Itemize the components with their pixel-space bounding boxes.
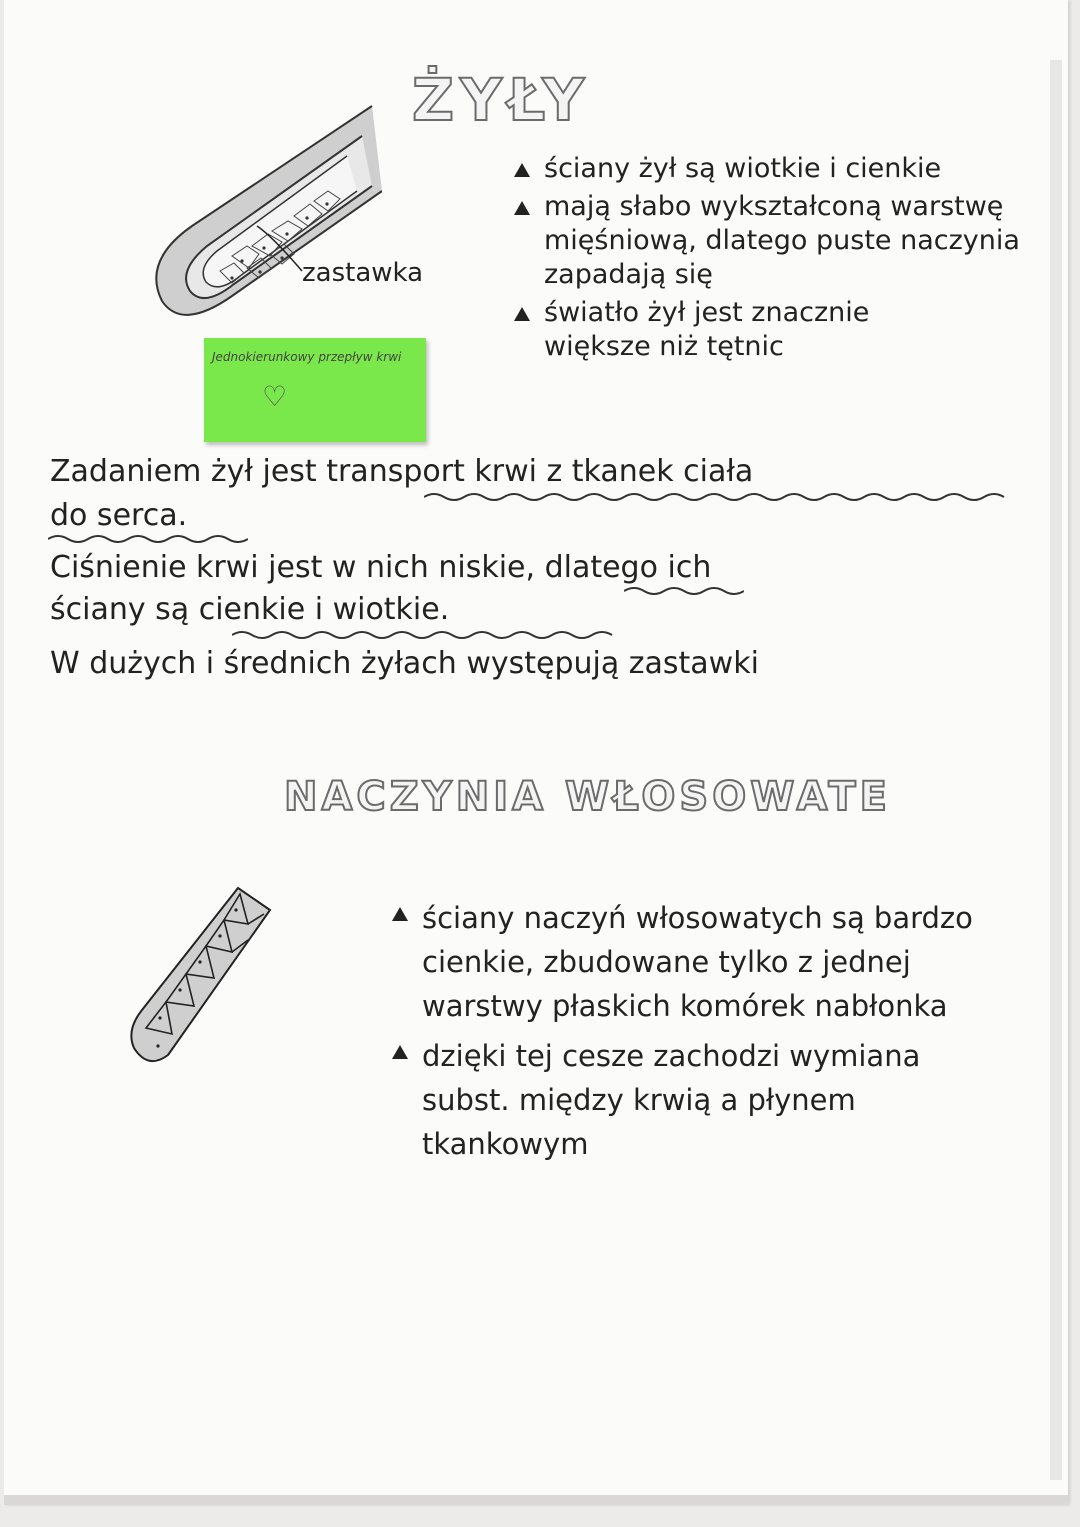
page-bottom-edge (4, 1495, 1068, 1505)
valve-label: zastawka (302, 258, 424, 288)
veins-paragraph-line-5: W dużych i średnich żyłach występują zastawki (50, 646, 759, 681)
capillaries-bullet-list (392, 896, 1032, 1166)
veins-title: ŻYŁY (412, 66, 591, 134)
veins-bullet-list (514, 152, 1034, 364)
veins-paragraph-line-4: ściany są cienkie i wiotkie. (50, 592, 450, 627)
triangle-bullet-icon (392, 1045, 408, 1059)
capillaries-title: NACZYNIA WŁOSOWATE (284, 774, 891, 820)
capillary-illustration (128, 880, 278, 1070)
bullet-text: ściany żył są wiotkie i cienkie (544, 153, 942, 184)
page-edge (1050, 60, 1062, 1480)
bullet-text: ściany naczyń włosowatych są bardzo cienkie, zbudowane tylko z jednej warstwy płaskich komórek nabłonka (422, 901, 973, 1023)
vein-illustration (122, 96, 382, 336)
veins-bullet-1 (514, 152, 1034, 186)
triangle-bullet-icon (514, 163, 530, 177)
heart-doodle-icon: ♡ (262, 380, 288, 413)
wavy-underline (48, 532, 248, 546)
capillaries-bullet-2 (392, 1034, 1032, 1166)
wavy-underline (232, 628, 622, 642)
sticky-note-text: Jednokierunkowy przepływ krwi (212, 350, 402, 364)
veins-paragraph-line-3: Ciśnienie krwi jest w nich niskie, dlatego ich (50, 550, 712, 585)
capillaries-bullet-1 (392, 896, 1032, 1028)
wavy-underline (424, 490, 1024, 504)
triangle-bullet-icon (514, 307, 530, 321)
veins-bullet-3 (514, 296, 1034, 364)
sticky-note (204, 338, 426, 442)
bullet-text: mają słabo wykształconą warstwę mięśniową, dlatego puste naczynia zapadają się (544, 191, 1020, 290)
bullet-text: światło żył jest znacznie większe niż tętnic (544, 297, 870, 362)
veins-paragraph-line-2: do serca. (50, 498, 188, 533)
triangle-bullet-icon (392, 907, 408, 921)
triangle-bullet-icon (514, 201, 530, 215)
veins-bullet-2 (514, 190, 1034, 292)
bullet-text: dzięki tej cesze zachodzi wymiana subst. między krwią a płynem tkankowym (422, 1039, 921, 1161)
notebook-page (4, 0, 1068, 1505)
wavy-underline (624, 584, 744, 598)
veins-paragraph-line-1: Zadaniem żył jest transport krwi z tkanek ciała (50, 454, 754, 489)
